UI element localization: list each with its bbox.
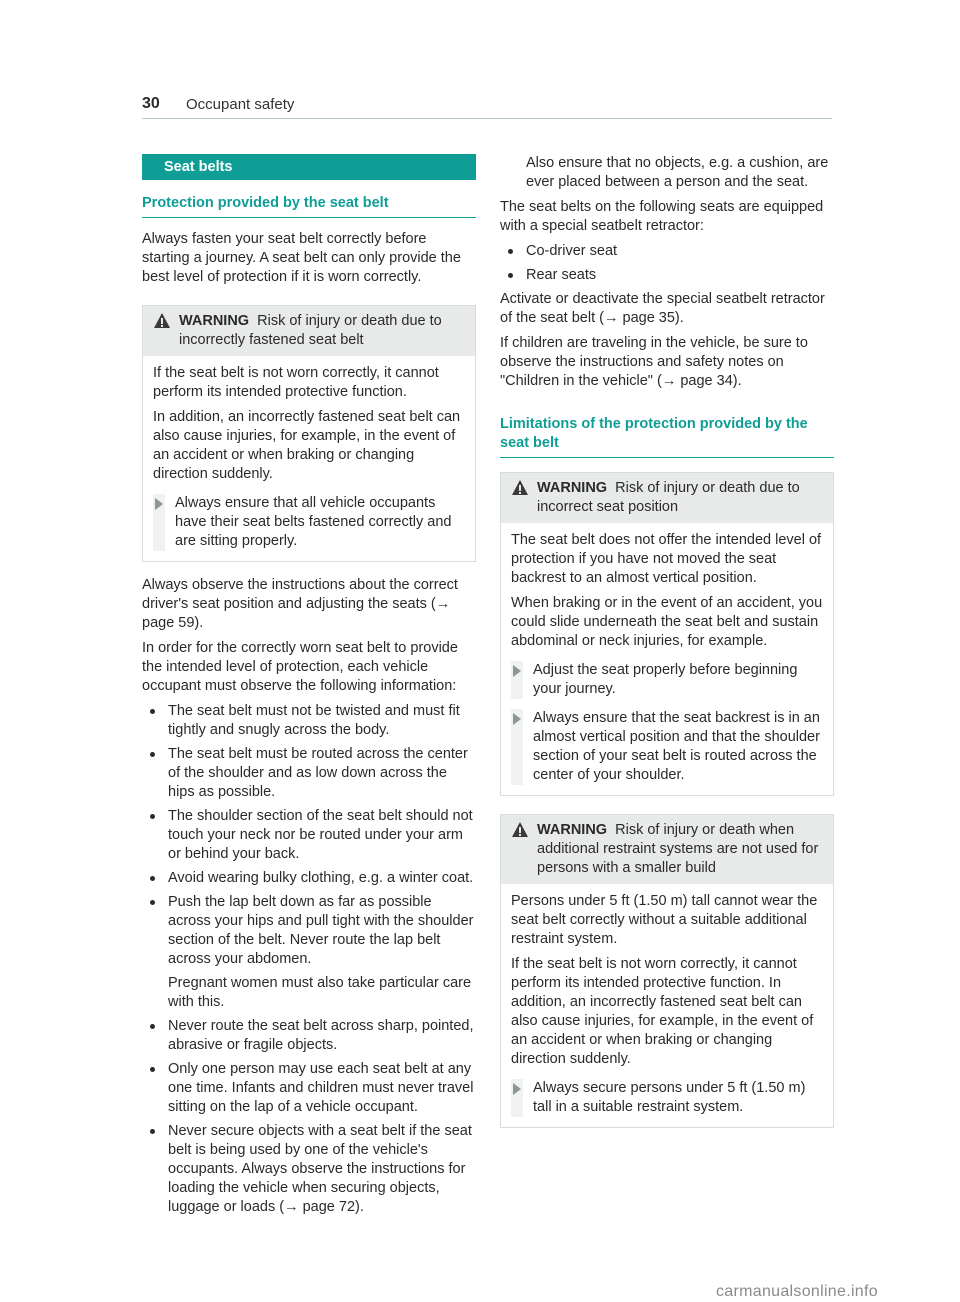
action-text: Always ensure that all vehicle occupants have their seat belts fastened correctly and are sitting properly. — [175, 495, 452, 549]
pregnant-note: Pregnant women must also take particular care with this. — [168, 975, 472, 1010]
subheading-limitations: Limitations of the protection provided by the seat belt — [500, 415, 834, 458]
activate-paragraph: Activate or deactivate the special seatbelt retractor of the seat belt (→ page 35). — [500, 291, 825, 326]
warning-label: WARNING — [179, 313, 250, 329]
left-column — [142, 154, 476, 1222]
action-text: Always ensure that the seat backrest is in an almost vertical position and that the shoulder section of your seat belt is routed across the center of your shoulder. — [533, 710, 820, 783]
action-step — [511, 661, 823, 699]
warning-paragraph: If the seat belt is not worn correctly, it cannot perform its intended protective function. — [153, 365, 439, 400]
action-text: Adjust the seat properly before beginning your journey. — [533, 662, 798, 697]
action-text: Always secure persons under 5 ft (1.50 m) tall in a suitable restraint system. — [533, 1080, 806, 1115]
children-paragraph: If children are traveling in the vehicle, be sure to observe the instructions and safety notes on "Children in the vehicle" (→ page 34). — [500, 335, 808, 389]
warning-box-incorrect-fastening — [142, 305, 476, 562]
page-number: 30 — [142, 95, 160, 112]
warning-paragraph: If the seat belt is not worn correctly, it cannot perform its intended protective function. In addition, an incorrectly fastened seat belt can also cause injuries, for example, in the event of an accident or when braking or changing direction suddenly. — [511, 956, 814, 1067]
list-item: The shoulder section of the seat belt should not touch your neck nor be routed under your arm or behind your back. — [142, 807, 476, 864]
warning-header — [143, 306, 475, 356]
belt-instructions-list — [142, 702, 476, 1217]
warning-triangle-icon — [511, 479, 529, 496]
paragraph-observe-info: In order for the correctly worn seat belt to provide the intended level of protection, each vehicle occupant must observe the following information: — [142, 640, 458, 694]
list-item: Never secure objects with a seat belt if the seat belt is being used by one of the vehicle's occupants. Always observe the instructions for loading the vehicle when securing objects, luggage or loads (→ page 72). — [142, 1122, 476, 1217]
list-item: Only one person may use each seat belt at any one time. Infants and children must never travel sitting on the lap of a vehicle occupant. — [142, 1060, 476, 1117]
right-column — [500, 154, 834, 1128]
action-arrow-icon — [513, 665, 521, 677]
list-item: The seat belt must not be twisted and must fit tightly and snugly across the body. — [142, 702, 476, 740]
action-step — [153, 494, 465, 551]
warning-header — [501, 473, 833, 523]
equipment-paragraph: The seat belts on the following seats are equipped with a special seatbelt retractor: — [500, 199, 824, 234]
action-arrow-icon — [513, 713, 521, 725]
intro-paragraph: Always fasten your seat belt correctly before starting a journey. A seat belt can only provide the best level of protection if it is worn correctly. — [142, 231, 461, 285]
page-header — [142, 94, 832, 119]
warning-paragraph: Persons under 5 ft (1.50 m) tall cannot wear the seat belt correctly without a suitable additional restraint system. — [511, 893, 818, 947]
warning-title: Risk of injury or death due to incorrectly fastened seat belt — [179, 313, 442, 348]
action-step — [511, 709, 823, 785]
action-arrow-icon — [155, 498, 163, 510]
list-item: Co-driver seat — [500, 242, 834, 261]
section-name: Occupant safety — [186, 96, 295, 113]
warning-title: Risk of injury or death when additional restraint systems are not used for persons with a smaller build — [537, 822, 819, 876]
equipped-seats-list — [500, 242, 834, 285]
subheading-protection: Protection provided by the seat belt — [142, 194, 476, 218]
warning-box-restraint-systems — [500, 814, 834, 1128]
list-item: The seat belt must be routed across the center of the shoulder and as low down across the hips as possible. — [142, 745, 476, 802]
list-item: Push the lap belt down as far as possible across your hips and pull tight with the shoulder section of the belt. Never route the lap belt across your abdomen. Pregnant women must also take particular care with this. — [142, 893, 476, 1012]
action-arrow-icon — [513, 1083, 521, 1095]
warning-label: WARNING — [537, 822, 608, 838]
warning-box-seat-position — [500, 472, 834, 796]
warning-paragraph: The seat belt does not offer the intended level of protection if you have not moved the seat backrest to an almost vertical position. — [511, 532, 822, 586]
warning-title: Risk of injury or death due to incorrect seat position — [537, 480, 800, 515]
paragraph-seat-position: Always observe the instructions about the correct driver's seat position and adjusting the seats (→ page 59). — [142, 577, 458, 631]
list-item: Avoid wearing bulky clothing, e.g. a winter coat. — [142, 869, 476, 888]
warning-triangle-icon — [511, 821, 529, 838]
section-title-bar: Seat belts — [142, 154, 476, 180]
warning-body — [501, 884, 833, 1127]
watermark-text: carmanualsonline.info — [716, 1283, 878, 1300]
warning-paragraph: When braking or in the event of an accident, you could slide underneath the seat belt and sustain abdominal or neck injuries, for example. — [511, 595, 823, 649]
continued-paragraph: Also ensure that no objects, e.g. a cushion, are ever placed between a person and the seat. — [526, 155, 829, 190]
action-step — [511, 1079, 823, 1117]
list-item: Never route the seat belt across sharp, pointed, abrasive or fragile objects. — [142, 1017, 476, 1055]
warning-body — [143, 356, 475, 561]
warning-triangle-icon — [153, 312, 171, 329]
warning-header — [501, 815, 833, 884]
warning-paragraph: In addition, an incorrectly fastened seat belt can also cause injuries, for example, in the event of an accident or when braking or changing direction suddenly. — [153, 409, 461, 482]
warning-body — [501, 523, 833, 795]
warning-label: WARNING — [537, 480, 608, 496]
list-item: Rear seats — [500, 266, 834, 285]
